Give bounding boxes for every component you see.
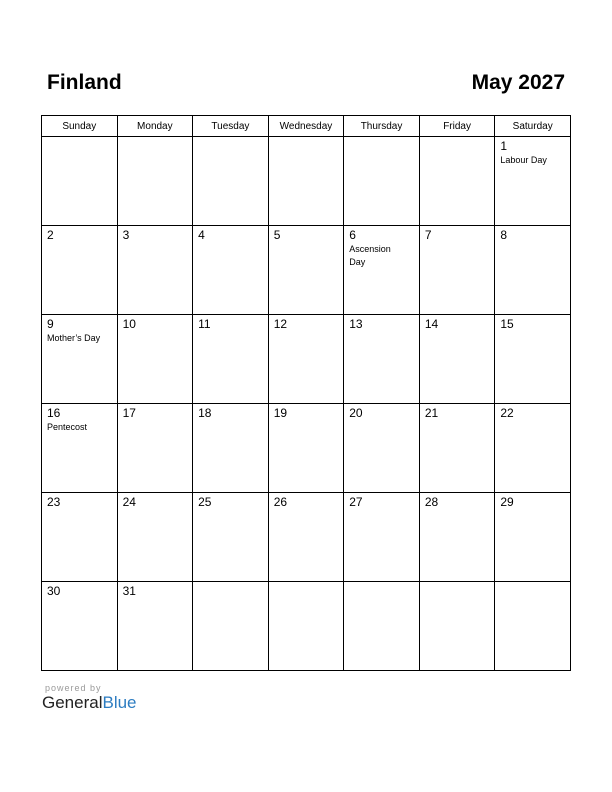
day-number: 24 (122, 495, 136, 509)
week-row (42, 315, 571, 404)
day-cell (495, 493, 571, 582)
day-number: 2 (47, 228, 54, 242)
day-cell (344, 137, 420, 226)
day-number: 7 (424, 228, 432, 242)
weekday-header: Monday (117, 116, 193, 137)
calendar-grid (41, 115, 571, 671)
day-cell (419, 404, 495, 493)
weekday-header: Wednesday (268, 116, 344, 137)
day-cell (42, 582, 118, 671)
day-cell (268, 226, 344, 315)
day-number: 13 (349, 317, 363, 331)
day-cell (117, 493, 193, 582)
day-number: 6 (349, 228, 356, 242)
brand-blue: Blue (102, 693, 137, 712)
holiday-label: Ascension Day (349, 244, 391, 267)
day-number: 9 (47, 317, 54, 331)
generalblue-logo[interactable] (42, 693, 137, 713)
day-number: 25 (198, 495, 212, 509)
day-cell (193, 315, 269, 404)
day-cell (193, 404, 269, 493)
day-cell (42, 315, 118, 404)
day-cell (193, 226, 269, 315)
day-cell (268, 493, 344, 582)
day-number: 29 (500, 495, 514, 509)
day-cell (495, 582, 571, 671)
day-cell (117, 137, 193, 226)
day-cell (419, 582, 495, 671)
weekday-header: Saturday (495, 116, 571, 137)
day-number: 27 (349, 495, 363, 509)
day-cell (268, 582, 344, 671)
day-cell (117, 404, 193, 493)
weekday-header: Thursday (344, 116, 420, 137)
month-year-title: May 2027 (471, 71, 565, 94)
day-cell (42, 137, 118, 226)
day-cell (193, 137, 269, 226)
weekday-header: Tuesday (193, 116, 269, 137)
day-cell (344, 493, 420, 582)
holiday-label: Pentecost (47, 422, 88, 432)
week-row (42, 582, 571, 671)
day-cell (42, 493, 118, 582)
day-cell (495, 137, 571, 226)
day-cell (42, 226, 118, 315)
day-number: 14 (424, 317, 439, 331)
powered-by-text: powered by (45, 683, 102, 693)
day-cell (419, 137, 495, 226)
week-row (42, 226, 571, 315)
day-number: 12 (273, 317, 288, 331)
day-cell (117, 582, 193, 671)
day-number: 16 (47, 406, 61, 420)
day-cell (268, 404, 344, 493)
day-cell (42, 404, 118, 493)
weekday-header: Friday (419, 116, 495, 137)
week-row (42, 493, 571, 582)
holiday-label: Mother’s Day (47, 333, 101, 343)
holiday-label: Labour Day (500, 155, 547, 165)
week-row (42, 404, 571, 493)
week-row (42, 137, 571, 226)
day-cell (344, 404, 420, 493)
day-number: 8 (500, 228, 508, 242)
day-number: 15 (500, 317, 514, 331)
day-number: 23 (47, 495, 61, 509)
day-cell (419, 493, 495, 582)
day-number: 5 (273, 228, 281, 242)
day-cell (419, 315, 495, 404)
day-cell (117, 226, 193, 315)
weekday-header-row (42, 116, 571, 137)
day-cell (193, 582, 269, 671)
day-number: 11 (198, 317, 211, 331)
weekday-header: Sunday (42, 116, 118, 137)
day-number: 26 (273, 495, 288, 509)
day-number: 1 (500, 139, 508, 153)
day-number: 3 (122, 228, 130, 242)
day-cell (268, 137, 344, 226)
day-cell (193, 493, 269, 582)
day-cell (344, 226, 420, 315)
day-cell (495, 226, 571, 315)
brand-general: General (42, 693, 103, 712)
day-cell (344, 582, 420, 671)
day-number: 21 (424, 406, 439, 420)
day-number: 17 (122, 406, 136, 420)
day-number: 18 (198, 406, 212, 420)
country-title: Finland (47, 71, 122, 94)
day-number: 20 (349, 406, 363, 420)
day-number: 31 (122, 584, 136, 598)
day-number: 28 (424, 495, 439, 509)
day-cell (268, 315, 344, 404)
day-number: 4 (198, 228, 205, 242)
day-cell (117, 315, 193, 404)
day-cell (344, 315, 420, 404)
day-cell (495, 404, 571, 493)
day-number: 19 (273, 406, 288, 420)
day-number: 10 (122, 317, 136, 331)
day-cell (495, 315, 571, 404)
day-number: 30 (47, 584, 61, 598)
day-cell (419, 226, 495, 315)
day-number: 22 (500, 406, 514, 420)
